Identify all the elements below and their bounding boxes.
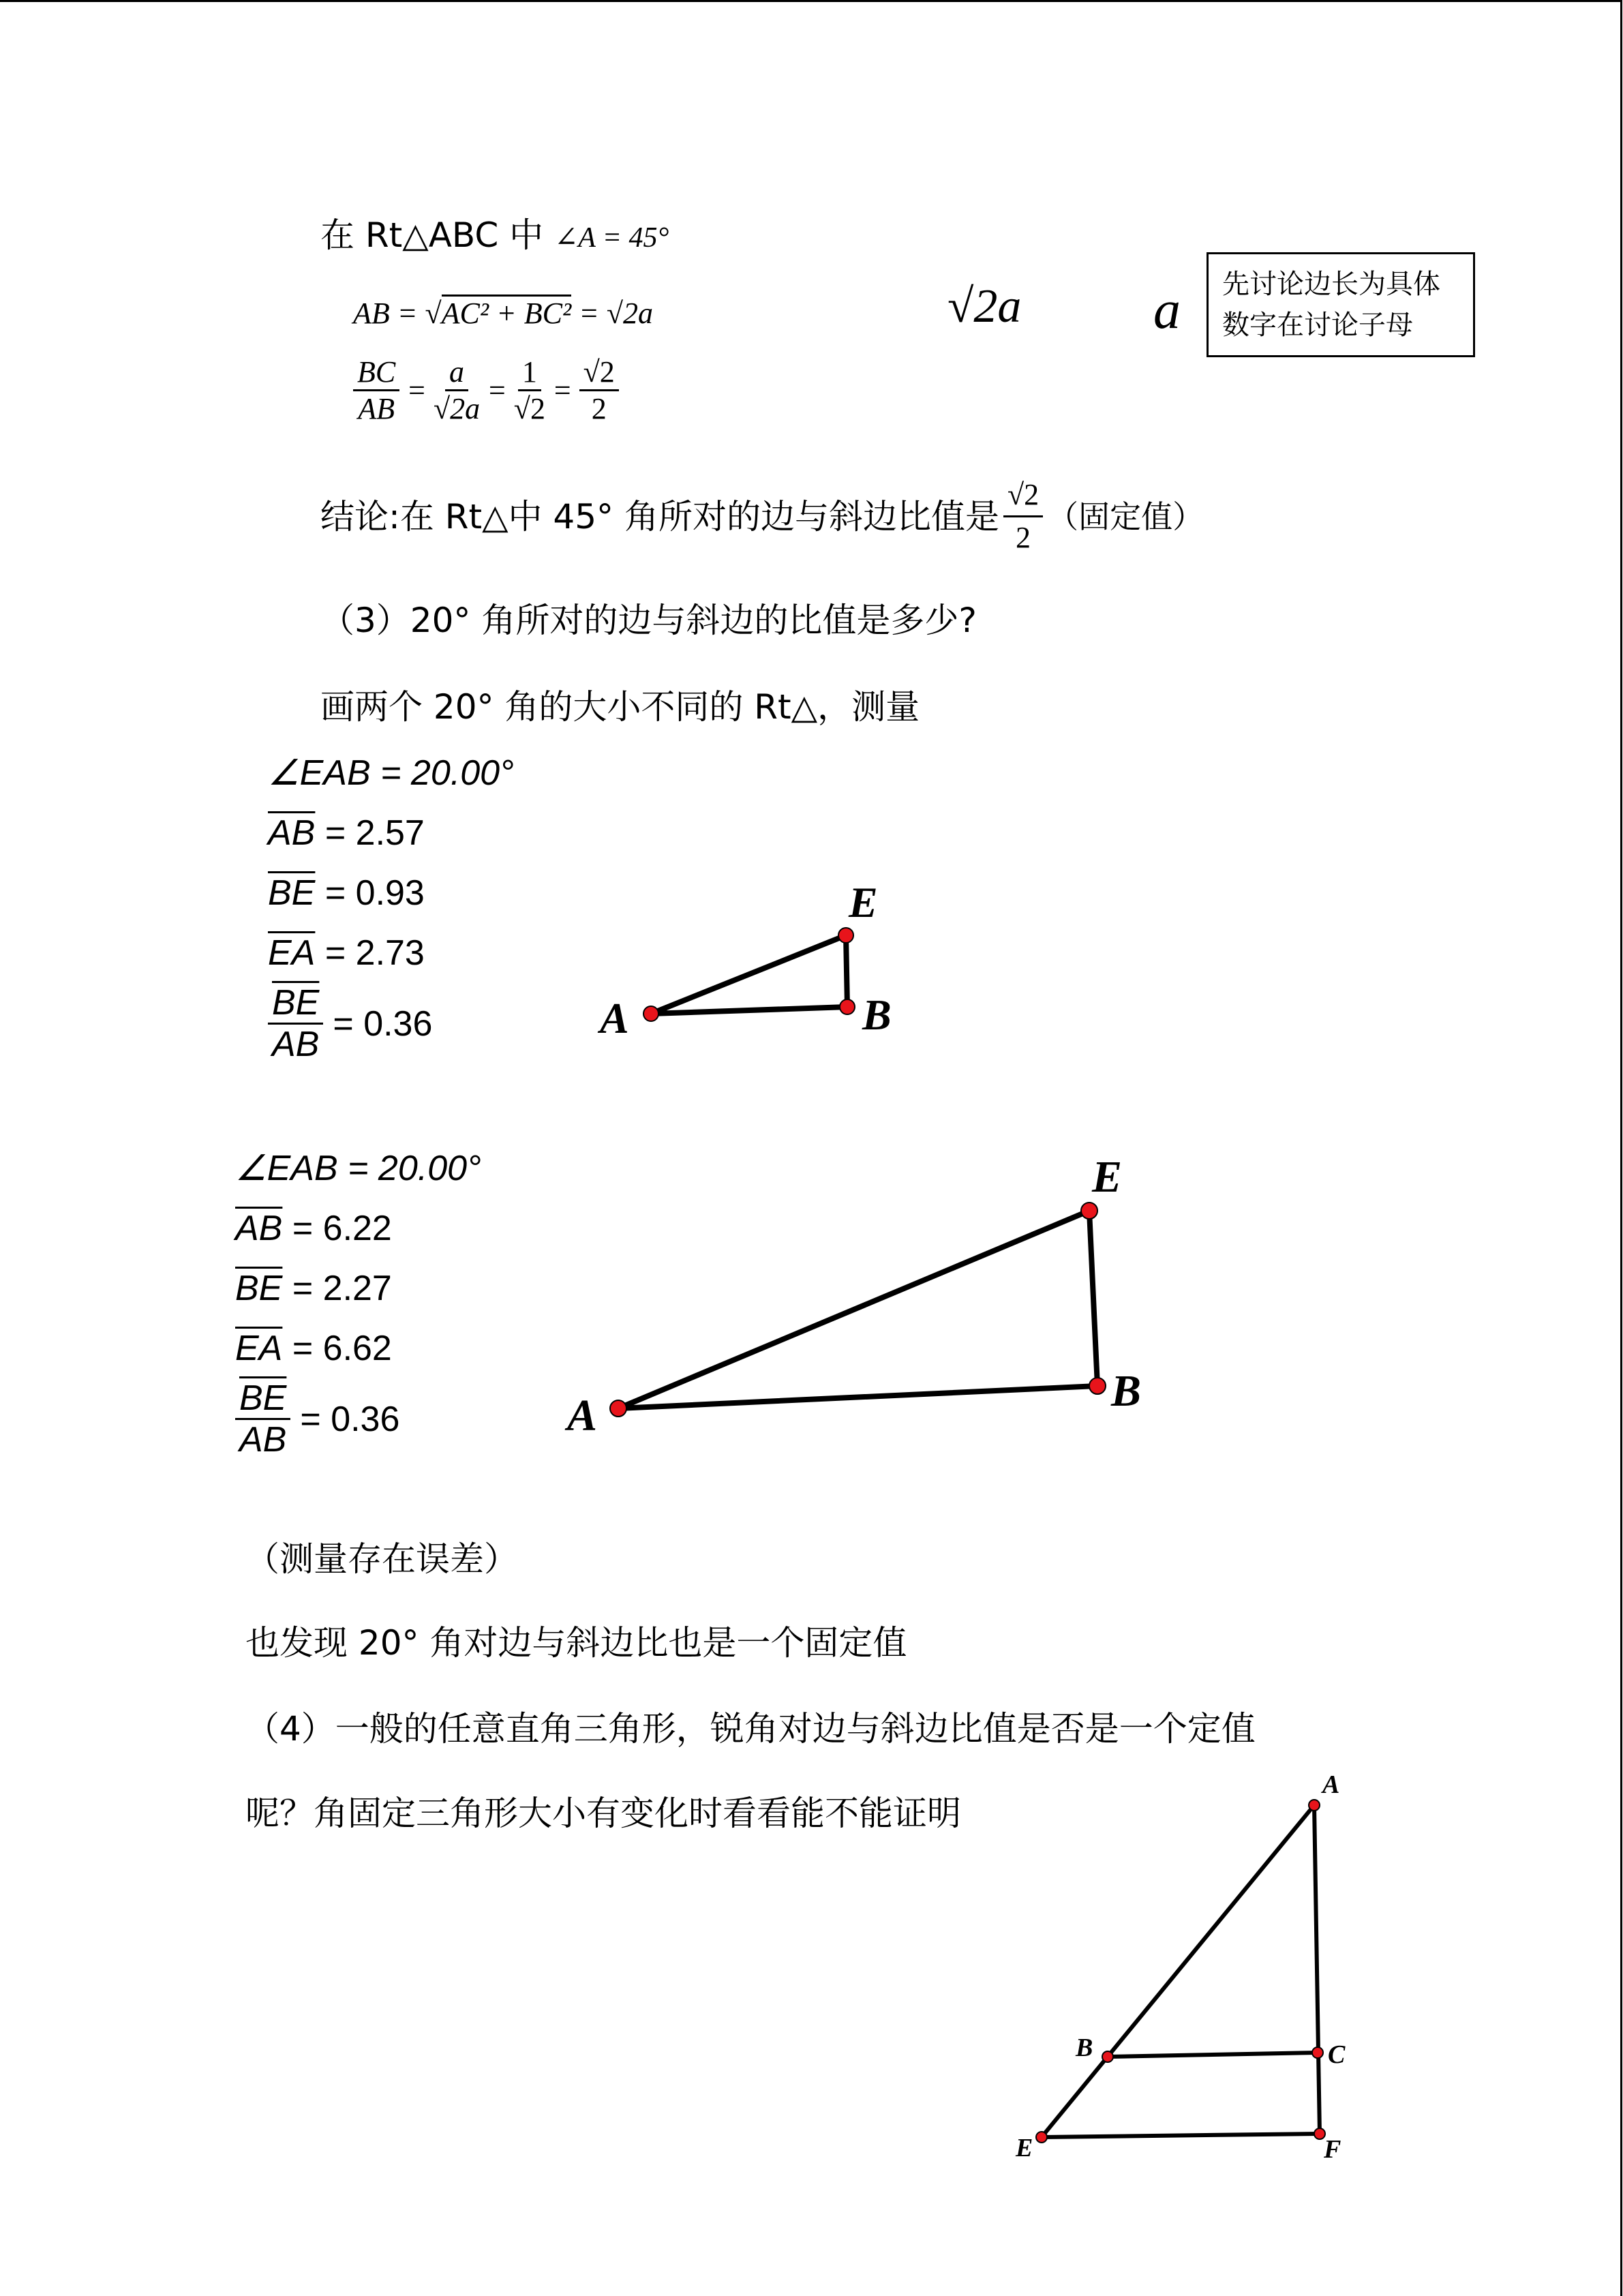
triangle-small-label-e: E bbox=[849, 878, 878, 926]
fig-label-b: B bbox=[1076, 2034, 1093, 2062]
measure1-ab-label: $\overline{AB}$ bbox=[268, 813, 316, 853]
question-3: （3）20° 角所对的边与斜边的比值是多少? bbox=[320, 601, 977, 640]
intro-prefix: 在 bbox=[320, 215, 354, 255]
formula-ab-lhs: AB = bbox=[353, 297, 418, 330]
intro-triangle: Rt△ABC bbox=[365, 215, 499, 255]
fig-label-a: A bbox=[1322, 1770, 1340, 1799]
measure1-ratio-value: = 0.36 bbox=[333, 1003, 433, 1044]
triangle-small-label-a: A bbox=[600, 994, 629, 1042]
equals-sign: = bbox=[551, 374, 573, 407]
measure2-ratio-num: $\overline{BE}$ bbox=[235, 1378, 290, 1420]
question-4-line-1: （4）一般的任意直角三角形，锐角对边与斜边比值是否是一个定值 bbox=[245, 1709, 1256, 1749]
triangle-large-label-e: E bbox=[1092, 1152, 1123, 1202]
measure1-angle: ∠EAB = 20.00° bbox=[268, 753, 514, 793]
conclusion-frac-den: 2 bbox=[1016, 521, 1031, 554]
equals-sign: = bbox=[406, 374, 427, 407]
note-line-2: 数字在讨论子母 bbox=[1222, 309, 1413, 341]
measure1-be-value: = 0.93 bbox=[324, 873, 425, 913]
triangle-small-point-e bbox=[838, 928, 853, 943]
triangle-large-label-a: A bbox=[567, 1391, 598, 1440]
fig-point-c bbox=[1312, 2047, 1323, 2058]
measure2-ratio-value: = 0.36 bbox=[300, 1399, 400, 1439]
measure2-be-value: = 2.27 bbox=[292, 1269, 392, 1308]
frac-bc-ab-den: AB bbox=[358, 392, 395, 425]
conclusion-suffix: （固定值） bbox=[1047, 498, 1204, 535]
measure1-be-label: $\overline{BE}$ bbox=[268, 873, 316, 913]
fig-point-b bbox=[1102, 2051, 1113, 2062]
hyp-label: √2a bbox=[947, 280, 1022, 333]
triangle-small-point-b bbox=[840, 999, 855, 1014]
conclusion-frac-num: √2 bbox=[1003, 474, 1043, 517]
measure2-be-label: $\overline{BE}$ bbox=[235, 1269, 283, 1308]
triangle-small-point-a bbox=[643, 1006, 658, 1021]
triangle-small-label-b: B bbox=[862, 991, 892, 1039]
triangle-large-point-e bbox=[1081, 1203, 1097, 1219]
sqrt-sign-icon: √ bbox=[425, 297, 442, 330]
conclusion-text: 结论:在 Rt△中 45° 角所对的边与斜边比值是 bbox=[320, 496, 999, 537]
triangle-large bbox=[564, 1152, 1141, 1440]
fig-point-a bbox=[1309, 1800, 1320, 1811]
triangle-small bbox=[597, 878, 892, 1042]
similar-triangles-figure bbox=[1015, 1770, 1346, 2164]
frac-root2-2-den: 2 bbox=[591, 392, 607, 425]
measure1-ratio-den: AB bbox=[272, 1025, 320, 1064]
equals-sign: = bbox=[487, 374, 507, 407]
triangle-large-label-b: B bbox=[1111, 1366, 1142, 1416]
note-line-1: 先讨论边长为具体 bbox=[1222, 269, 1440, 300]
measure1-ea-label: $\overline{EA}$ bbox=[268, 933, 316, 973]
triangle-large-sides bbox=[618, 1211, 1097, 1408]
question-4-line-2: 呢？角固定三角形大小有变化时看看能不能证明 bbox=[245, 1794, 961, 1833]
measure1-ea-value: = 2.73 bbox=[324, 933, 425, 973]
line-af bbox=[1314, 1805, 1320, 2134]
intro-angle: ∠A = 45° bbox=[554, 222, 669, 254]
frac-1-root2-num: 1 bbox=[518, 354, 541, 391]
triangle-large-point-b bbox=[1089, 1378, 1106, 1394]
measure2-angle: ∠EAB = 20.00° bbox=[235, 1149, 481, 1188]
fig-label-e: E bbox=[1016, 2134, 1033, 2162]
triangle-large-point-a bbox=[610, 1400, 626, 1417]
triangle-small-sides bbox=[651, 935, 847, 1014]
measure2-ab-label: $\overline{AB}$ bbox=[235, 1209, 283, 1248]
frac-a-root2a-num: a bbox=[445, 354, 468, 391]
frac-1-root2-den: √2 bbox=[513, 392, 545, 425]
measure1-ratio-num: $\overline{BE}$ bbox=[268, 983, 323, 1025]
measure2-ratio-den: AB bbox=[239, 1420, 287, 1460]
frac-root2-2-num: √2 bbox=[579, 354, 619, 391]
measure2-ea-value: = 6.62 bbox=[292, 1329, 392, 1368]
leg-label: a bbox=[1153, 280, 1181, 340]
measure1-ab-value: = 2.57 bbox=[324, 813, 425, 853]
line-ae bbox=[1042, 1805, 1314, 2137]
line-bc bbox=[1108, 2053, 1318, 2057]
measure2-ab-value: = 6.22 bbox=[292, 1209, 392, 1248]
error-note: （测量存在误差） bbox=[245, 1539, 518, 1579]
frac-a-root2a-den: √2a bbox=[433, 392, 481, 425]
fig-point-e bbox=[1036, 2132, 1047, 2143]
formula-ab-root: AC² + BC² bbox=[442, 294, 572, 330]
fig-label-c: C bbox=[1328, 2040, 1346, 2069]
intro-middle: 中 bbox=[509, 215, 544, 255]
line-ef bbox=[1042, 2134, 1320, 2137]
fig-label-f: F bbox=[1324, 2135, 1341, 2164]
finding: 也发现 20° 角对边与斜边比也是一个固定值 bbox=[245, 1623, 907, 1663]
draw-instruction: 画两个 20° 角的大小不同的 Rt△，测量 bbox=[320, 687, 920, 727]
frac-bc-ab-num: BC bbox=[353, 354, 399, 391]
formula-ab-rhs: = √2a bbox=[579, 297, 653, 330]
measure2-ea-label: $\overline{EA}$ bbox=[235, 1329, 283, 1368]
